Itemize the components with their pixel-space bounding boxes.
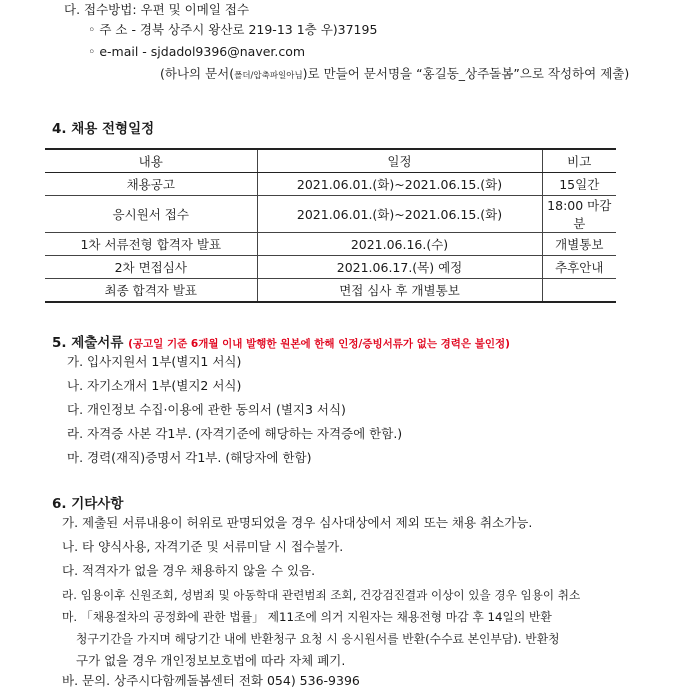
schedule-cell: 2021.06.01.(화)~2021.06.15.(화) <box>257 196 542 233</box>
list-item: 가. 제출된 서류내용이 허위로 판명되었을 경우 심사대상에서 제외 또는 채용 취소가능. <box>62 515 533 530</box>
list-item: 나. 타 양식사용, 자격기준 및 서류미달 시 접수불가. <box>62 539 344 554</box>
schedule-cell: 1차 서류전형 합격자 발표 <box>45 233 257 256</box>
section5-heading <box>52 331 510 351</box>
list-item: 라. 자격증 사본 각1부. (자격기준에 해당하는 자격증에 한함.) <box>67 426 403 441</box>
schedule-cell: 2차 면접심사 <box>45 256 257 279</box>
schedule-cell: 2021.06.17.(목) 예정 <box>257 256 542 279</box>
section5-title: 5. 제출서류 <box>52 335 124 351</box>
list-item: 마. 「채용절차의 공정화에 관한 법률」 제11조에 의거 지원자는 채용전형 마감 후 14일의 반환 <box>62 610 552 624</box>
schedule-cell: 응시원서 접수 <box>45 196 257 233</box>
receipt-address: ◦ 주 소 - 경북 상주시 왕산로 219-13 1층 우)37195 <box>88 22 378 37</box>
schedule-table <box>45 148 616 303</box>
list-item: 나. 자기소개서 1부(별지2 서식) <box>67 378 242 393</box>
schedule-cell: 15일간 <box>542 173 616 196</box>
receipt-note-pre: (하나의 문서( <box>160 66 235 81</box>
list-item: 다. 적격자가 없을 경우 채용하지 않을 수 있음. <box>62 563 316 578</box>
list-item: 라. 임용이후 신원조회, 성범죄 및 아동학대 관련범죄 조회, 건강검진결과 이상이 있을 경우 임용이 취소 <box>62 588 581 602</box>
receipt-note-small: 폴더/압축파일아님 <box>234 71 303 81</box>
table-row <box>45 196 616 233</box>
list-item-continued: 구가 없을 경우 개인정보보호법에 따라 자체 폐기. <box>76 653 346 668</box>
list-item-continued: 청구기간을 가지며 해당기간 내에 반환청구 요청 시 응시원서를 반환(수수료 본인부담). 반환청 <box>76 632 560 646</box>
table-row <box>45 173 616 196</box>
schedule-cell <box>542 279 616 303</box>
receipt-method: 다. 접수방법: 우편 및 이메일 접수 <box>64 2 250 17</box>
table-row <box>45 256 616 279</box>
list-item: 바. 문의. 상주시다함께돌봄센터 전화 054) 536-9396 <box>62 673 360 688</box>
table-row <box>45 279 616 303</box>
receipt-note-post: )로 만들어 문서명을 “홍길동_상주돌봄”으로 작성하여 제출) <box>302 66 630 81</box>
table-row <box>45 233 616 256</box>
schedule-cell: 채용공고 <box>45 173 257 196</box>
list-item: 마. 경력(재직)증명서 각1부. (해당자에 한함) <box>67 450 312 465</box>
schedule-cell: 최종 합격자 발표 <box>45 279 257 303</box>
section6-title: 6. 기타사항 <box>52 496 124 512</box>
section5-note: (공고일 기준 6개월 이내 발행한 원본에 한해 인정/증빙서류가 없는 경력은 불인정) <box>128 338 510 350</box>
schedule-cell: 18:00 마감분 <box>542 196 616 233</box>
schedule-header-cell: 내용 <box>45 149 257 173</box>
schedule-header-cell: 비고 <box>542 149 616 173</box>
receipt-email: ◦ e-mail - sjdadol9396@naver.com <box>88 44 306 59</box>
list-item: 다. 개인정보 수집·이용에 관한 동의서 (별지3 서식) <box>67 402 346 417</box>
schedule-cell: 면접 심사 후 개별통보 <box>257 279 542 303</box>
schedule-cell: 2021.06.01.(화)~2021.06.15.(화) <box>257 173 542 196</box>
section4-title: 4. 채용 전형일정 <box>52 121 155 137</box>
schedule-header-cell: 일정 <box>257 149 542 173</box>
schedule-cell: 개별통보 <box>542 233 616 256</box>
schedule-cell: 2021.06.16.(수) <box>257 233 542 256</box>
schedule-header-row <box>45 149 616 173</box>
schedule-cell: 추후안내 <box>542 256 616 279</box>
receipt-note <box>160 66 629 84</box>
list-item: 가. 입사지원서 1부(별지1 서식) <box>67 354 242 369</box>
